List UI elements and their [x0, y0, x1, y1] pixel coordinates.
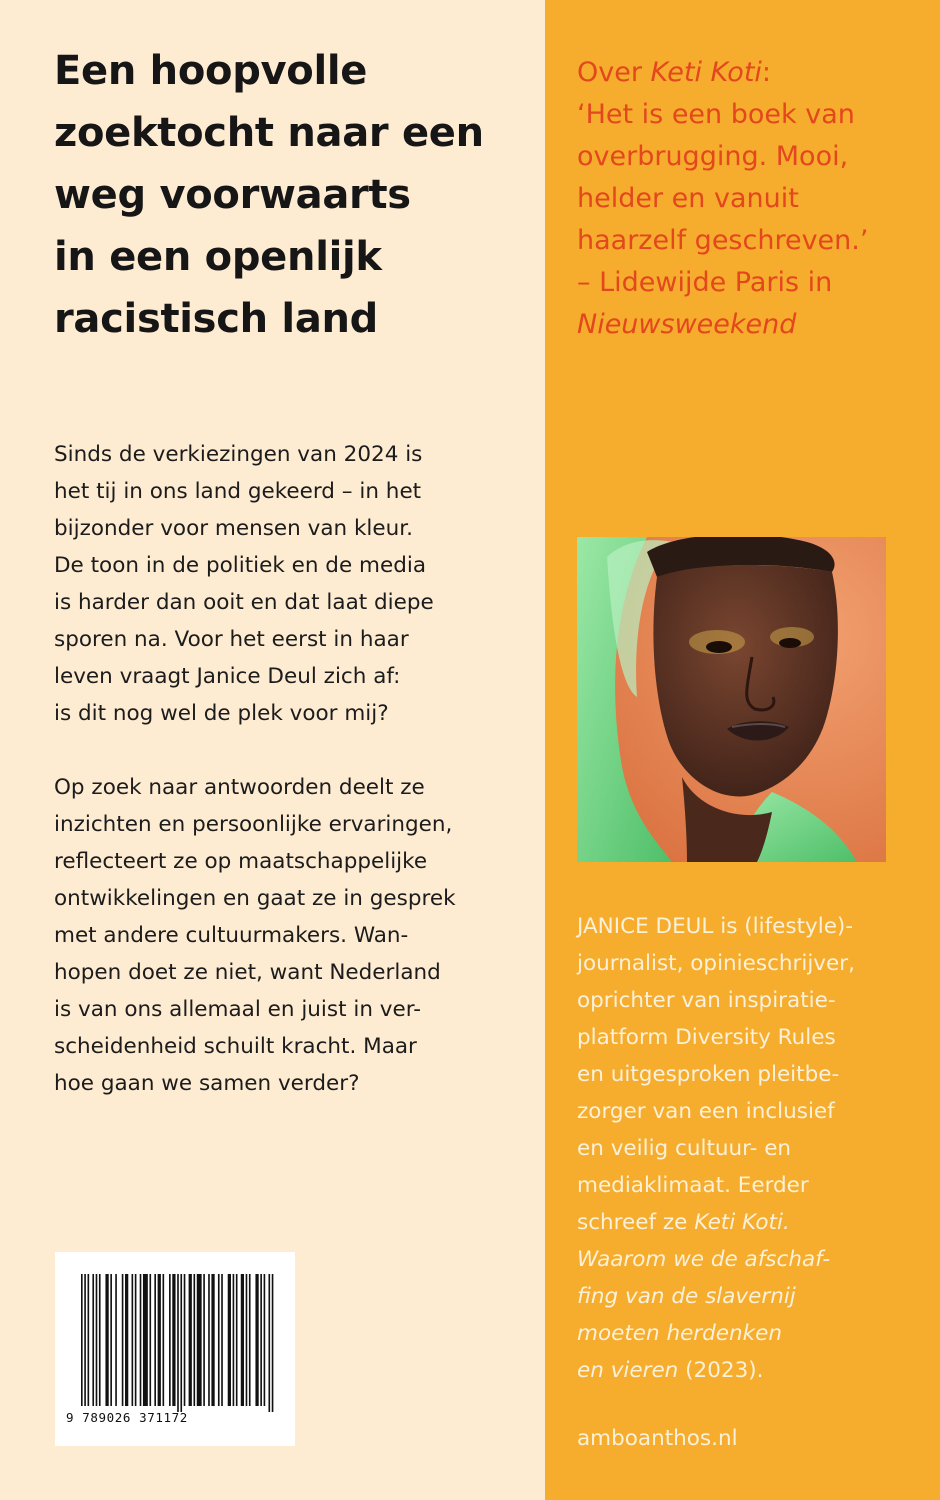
bio-line	[577, 908, 917, 945]
barcode-bar	[272, 1274, 274, 1412]
bio-line: oprichter van inspiratie-	[577, 988, 836, 1013]
barcode-bar	[249, 1274, 251, 1406]
barcode-bar	[140, 1274, 142, 1406]
quote-intro: Over	[577, 57, 651, 88]
blurb-line: hopen doet ze niet, want Nederland	[54, 960, 441, 985]
quote-line: helder en vanuit	[577, 183, 799, 214]
previous-book-title: Keti Koti.	[694, 1210, 790, 1235]
bio-line	[577, 1352, 917, 1389]
barcode-bar	[211, 1274, 214, 1406]
blurb-paragraph-1	[54, 436, 524, 732]
bio-line: mediaklimaat. Eerder	[577, 1173, 809, 1198]
press-quote	[577, 52, 917, 346]
blurb-line: is dit nog wel de plek voor mij?	[54, 701, 389, 726]
quote-line: ‘Het is een boek van	[577, 99, 855, 130]
barcode-bar	[115, 1274, 117, 1406]
bio-line	[577, 1204, 917, 1241]
quote-book-title: Keti Koti	[650, 57, 762, 88]
barcode-bar	[110, 1274, 112, 1406]
blurb-line: reflecteert ze op maatschappelijke	[54, 849, 428, 874]
publisher-website[interactable]: amboanthos.nl	[577, 1426, 738, 1451]
barcode-bar	[197, 1274, 202, 1406]
isbn-number: 9 789026 371172	[66, 1410, 188, 1425]
blurb-line: ontwikkelingen en gaat ze in gesprek	[54, 886, 456, 911]
barcode-bar	[228, 1274, 231, 1406]
bio-line: journalist, opinieschrijver,	[577, 951, 855, 976]
blurb-line: Sinds de verkiezingen van 2024 is	[54, 442, 423, 467]
barcode-bar	[154, 1274, 156, 1406]
barcode-bar	[193, 1274, 195, 1406]
barcode-bar	[132, 1274, 134, 1406]
headline-line: racistisch land	[54, 296, 379, 342]
barcode-bar	[180, 1274, 182, 1412]
barcode-bar	[221, 1274, 223, 1406]
barcode-bar	[169, 1274, 171, 1406]
barcode-bar	[163, 1274, 165, 1406]
blurb-line: scheidenheid schuilt kracht. Maar	[54, 1034, 417, 1059]
headline-line: zoektocht naar een	[54, 110, 484, 156]
bio-year: (2023).	[678, 1358, 764, 1383]
barcode-bar	[105, 1274, 108, 1406]
barcode-bar	[233, 1274, 235, 1406]
barcode-bar	[184, 1274, 186, 1406]
bio-line: en veilig cultuur- en	[577, 1136, 792, 1161]
headline	[54, 40, 524, 350]
previous-book-title-line: fing van de slavernij	[577, 1284, 796, 1309]
barcode-bar	[268, 1274, 270, 1412]
quote-source: Nieuwsweekend	[577, 309, 797, 340]
blurb-line: inzichten en persoonlijke ervaringen,	[54, 812, 453, 837]
barcode-bar	[88, 1274, 90, 1406]
barcode-bar	[149, 1274, 151, 1406]
barcode-bar	[203, 1274, 205, 1406]
barcode-bar	[143, 1274, 148, 1406]
barcode-bar	[236, 1274, 238, 1406]
barcode-bar	[122, 1274, 124, 1406]
blurb-line: sporen na. Voor het eerst in haar	[54, 627, 409, 652]
barcode-bar	[255, 1274, 258, 1406]
bio-text: is (lifestyle)-	[713, 914, 854, 939]
previous-book-title-line: Waarom we de afschaf-	[577, 1247, 831, 1272]
blurb-line: met andere cultuurmakers. Wan-	[54, 923, 409, 948]
blurb-paragraph-2	[54, 769, 524, 1102]
blurb-line: hoe gaan we samen verder?	[54, 1071, 360, 1096]
quote-intro-end: :	[761, 57, 772, 88]
barcode-bar	[172, 1274, 175, 1406]
barcode-bar	[96, 1274, 98, 1406]
barcode-bar	[125, 1274, 128, 1406]
barcode-bar	[177, 1274, 179, 1412]
barcode-bar	[218, 1274, 220, 1406]
blurb-line: is van ons allemaal en juist in ver-	[54, 997, 421, 1022]
barcode-bar	[260, 1274, 262, 1406]
blurb-line: leven vraagt Janice Deul zich af:	[54, 664, 401, 689]
quote-intro-line	[577, 52, 917, 94]
barcode-bar	[84, 1274, 86, 1406]
blurb-line: Op zoek naar antwoorden deelt ze	[54, 775, 425, 800]
barcode-bar	[246, 1274, 248, 1406]
headline-line: Een hoopvolle	[54, 48, 368, 94]
isbn-barcode	[55, 1252, 295, 1446]
barcode-bar	[264, 1274, 266, 1406]
previous-book-title-end: en vieren	[577, 1358, 679, 1383]
bio-line: en uitgesproken pleitbe-	[577, 1062, 840, 1087]
barcode-bar	[92, 1274, 94, 1406]
barcode-bar	[99, 1274, 101, 1406]
bio-line: platform Diversity Rules	[577, 1025, 836, 1050]
headline-line: weg voorwaarts	[54, 172, 411, 218]
headline-line: in een openlijk	[54, 234, 382, 280]
bio-line: zorger van een inclusief	[577, 1099, 835, 1124]
blurb-line: is harder dan ooit en dat laat diepe	[54, 590, 434, 615]
previous-book-title-line: moeten herdenken	[577, 1321, 782, 1346]
blurb-line: bijzonder voor mensen van kleur.	[54, 516, 413, 541]
author-name: JANICE DEUL	[577, 914, 714, 939]
barcode-bar	[81, 1274, 83, 1406]
author-portrait	[577, 537, 886, 862]
quote-line: overbrugging. Mooi,	[577, 141, 849, 172]
barcode-bar	[135, 1274, 137, 1406]
author-portrait-image	[577, 537, 886, 862]
bio-text: schreef ze	[577, 1210, 695, 1235]
blurb-line: De toon in de politiek en de media	[54, 553, 426, 578]
barcode-bar	[189, 1274, 192, 1406]
barcode-bar	[158, 1274, 161, 1406]
author-bio	[577, 908, 917, 1389]
quote-line: – Lidewijde Paris in	[577, 267, 833, 298]
barcode-bar	[241, 1274, 244, 1406]
blurb-line: het tij in ons land gekeerd – in het	[54, 479, 422, 504]
barcode-bar	[208, 1274, 210, 1406]
quote-line: haarzelf geschreven.’	[577, 225, 869, 256]
